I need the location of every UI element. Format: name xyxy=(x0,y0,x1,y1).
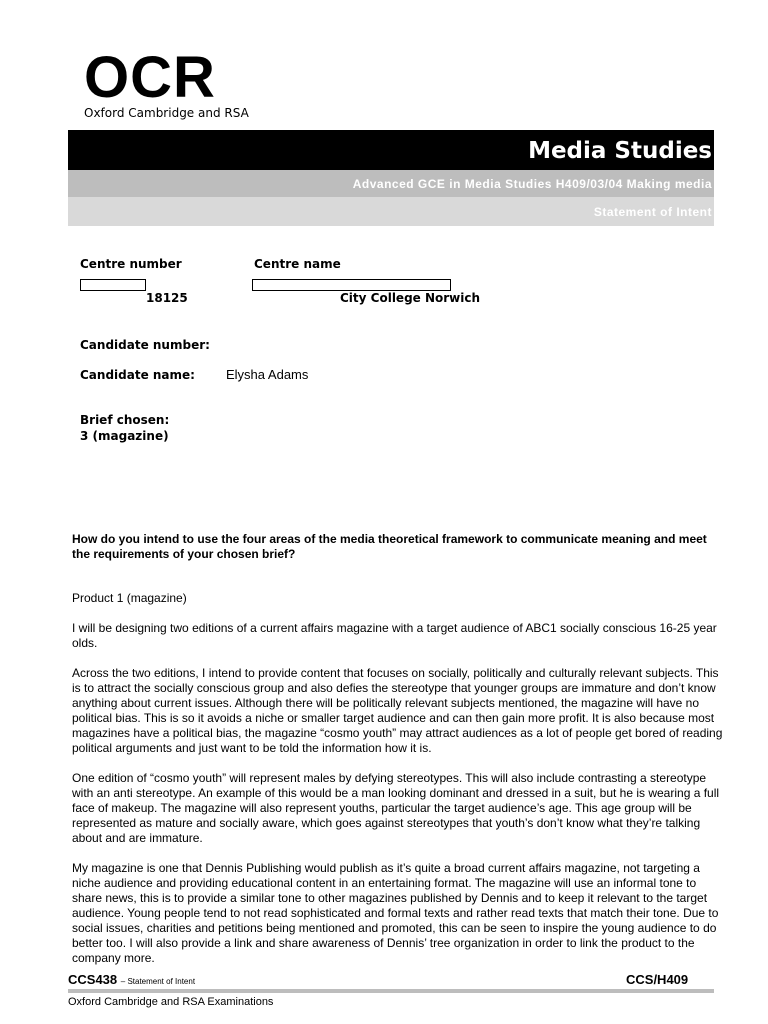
centre-number-box xyxy=(80,279,146,291)
footer-doc-code xyxy=(68,972,195,987)
logo-mark: OCR xyxy=(84,45,216,110)
doc-caption: – Statement of Intent xyxy=(120,977,196,986)
candidate-number-label: Candidate number: xyxy=(80,338,210,352)
centre-number-label: Centre number xyxy=(80,257,182,271)
centre-number-value: 18125 xyxy=(146,291,188,305)
answer-paragraph: I will be designing two editions of a current affairs magazine with a target audience of ABC1 socially conscious 16-25 year olds. xyxy=(72,621,717,650)
answer-body xyxy=(72,591,727,981)
doc-code: CCS438 xyxy=(68,972,118,987)
centre-name-label: Centre name xyxy=(254,257,341,271)
answer-paragraph: My magazine is one that Dennis Publishing would publish as it’s quite a broad current affairs magazine, not targeting a niche audience and providing educational content in an entertaining format. The magazine will use an informal tone to share news, this is to provide a similar tone to other magazines published by Dennis and to keep it relevant to the target audience. Young people tend to not read sophisticated and formal texts and rather read texts that match their tone. Due to social issues, charities and petitions being mentioned and promoted, this can be seen to inspire the young audience to do better too. I will also provide a link and share awareness of Dennis’ tree organization in order to link the product to the company more. xyxy=(72,861,719,965)
centre-name-value: City College Norwich xyxy=(340,291,481,305)
brief-value: 3 (magazine) xyxy=(80,429,169,443)
form-title-banner: Statement of Intent xyxy=(68,197,714,226)
candidate-name-value: Elysha Adams xyxy=(226,367,309,382)
answer-heading: Product 1 (magazine) xyxy=(72,591,187,605)
centre-name-box xyxy=(252,279,451,291)
answer-paragraph: Across the two editions, I intend to provide content that focuses on socially, politically and culturally relevant subjects. This is to attract the socially conscious group and also defies the stereotype that younger groups are immature and don’t know anything about current issues. Although there will be politically relevant subjects mentioned, the magazine will have no political bias. This is so it avoids a niche or smaller target audience and can then gain more profit. It is also because most magazines have a political bias, the magazine “cosmo youth” may attract audiences as a lot of people get bored of reading political arguments and just want to be told the information how it is. xyxy=(72,666,723,755)
answer-paragraph: One edition of “cosmo youth” will represent males by defying stereotypes. This will also include contrasting a stereotype with an anti stereotype. An example of this would be a man looking dominant and dressed in a suit, but he is wearing a full face of makeup. The magazine will also represent youths, particular the target audience’s age. This age group will be represented as mature and socially aware, which goes against stereotypes that youth’s don’t know what they’re talking about and are immature. xyxy=(72,771,720,845)
ocr-logo xyxy=(84,45,249,120)
subject-banner: Media Studies xyxy=(68,130,714,170)
footer-divider xyxy=(68,989,714,993)
brief-label: Brief chosen: xyxy=(80,413,170,427)
candidate-name-label: Candidate name: xyxy=(80,368,195,382)
footer-organisation: Oxford Cambridge and RSA Examinations xyxy=(68,996,274,1008)
logo-subtitle: Oxford Cambridge and RSA xyxy=(84,106,249,120)
qualification-banner: Advanced GCE in Media Studies H409/03/04 Making media xyxy=(68,170,714,197)
footer-spec-code: CCS/H409 xyxy=(626,972,689,987)
question-prompt: How do you intend to use the four areas of the media theoretical framework to communicate meaning and meet the requirements of your chosen brief? xyxy=(72,532,707,561)
